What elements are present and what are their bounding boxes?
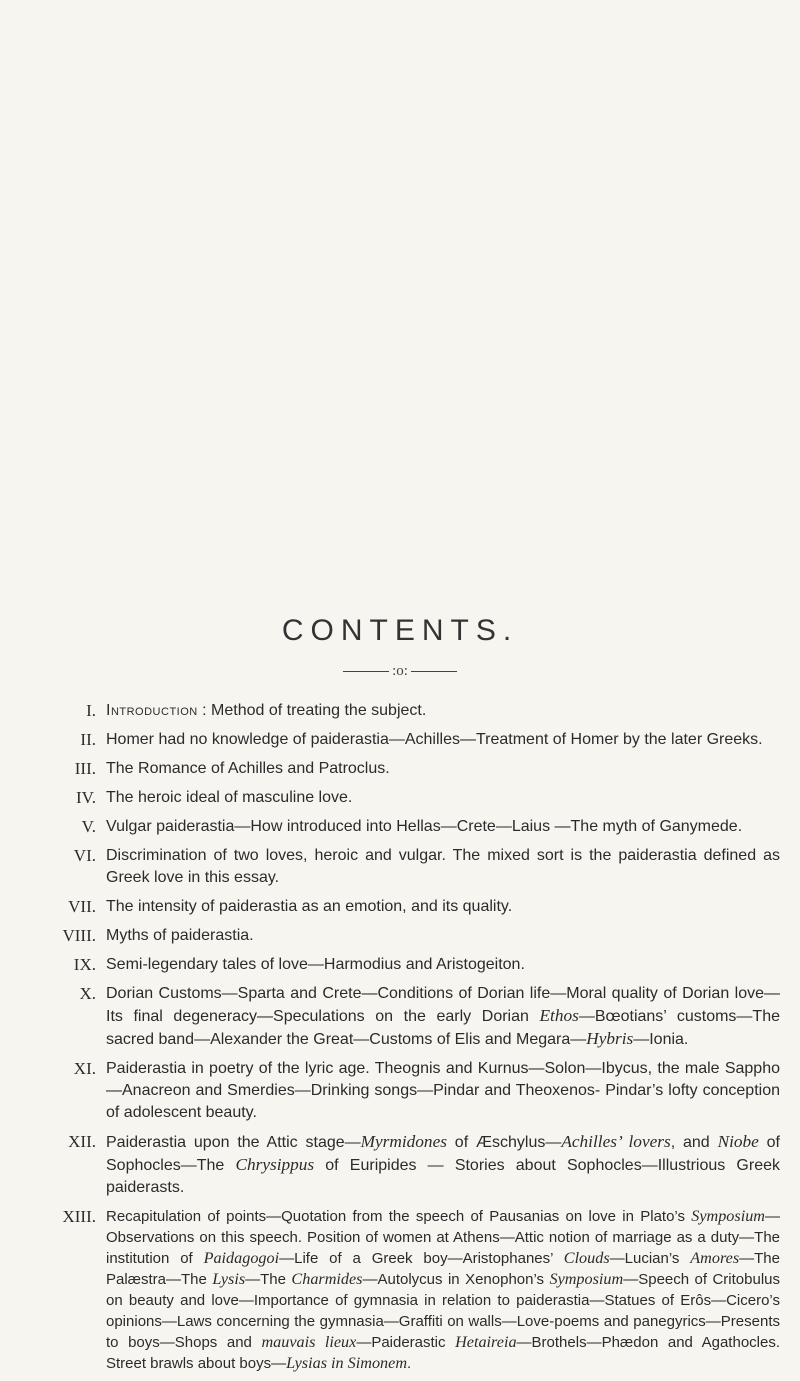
italic-title: Achilles’ lovers <box>561 1132 671 1151</box>
summary-text: Recapitulation of points—Quotation from the speech of Pausanias on love in Plato’s <box>106 1208 692 1225</box>
italic-title: Amores <box>690 1249 740 1267</box>
summary-text: The Romance of Achilles and Patroclus. <box>106 760 390 777</box>
italic-title: Clouds <box>563 1249 610 1267</box>
contents-entry <box>40 1131 780 1199</box>
summary-text: Vulgar paiderastia—How introduced into Hellas—Crete—Laius —The myth of Ganymede. <box>106 818 743 835</box>
summary-text: The heroic ideal of masculine love. <box>106 789 353 806</box>
summary-text: —Paiderastic <box>356 1334 456 1351</box>
contents-entry <box>40 983 780 1051</box>
italic-title: Lysias in Simonem <box>286 1354 408 1372</box>
contents-entry <box>40 896 780 918</box>
summary-text: of Sophocles—The <box>106 1134 781 1174</box>
separator-rule-right <box>411 671 457 672</box>
summary-text: Myths of paiderastia. <box>106 927 254 944</box>
summary-text: —The <box>245 1271 292 1288</box>
chapter-number: IV. <box>76 788 96 807</box>
chapter-number: V. <box>81 817 96 836</box>
separator-rule-left <box>343 671 389 672</box>
chapter-number: II. <box>80 730 96 749</box>
summary-text: Paiderastia upon the Attic stage— <box>106 1134 361 1151</box>
summary-text: —Autolycus in Xenophon’s <box>362 1271 550 1288</box>
italic-title: Charmides <box>291 1270 363 1288</box>
italic-title: Symposium <box>549 1270 624 1288</box>
summary-text: —Speech of Critobulus on beauty and love—Importance of gymnasia in relation to paiderastia—Statues of Erôs—Cicero’s opinions—Laws concerning the gymnasia—Graffiti on walls—Love-poems and panegyrics—Presents to boys—Shops and <box>106 1271 781 1351</box>
chapter-number: XII. <box>68 1132 96 1151</box>
chapter-number: VI. <box>73 846 96 865</box>
title-separator <box>0 663 800 680</box>
italic-title: Lysis <box>212 1270 246 1288</box>
contents-entry <box>40 729 780 751</box>
chapter-summary <box>106 845 780 889</box>
chapter-summary <box>106 700 780 722</box>
chapter-summary <box>106 787 780 809</box>
summary-text: —Lucian’s <box>609 1250 691 1267</box>
italic-title: Symposium <box>691 1207 765 1225</box>
contents-entry <box>40 845 780 889</box>
chapter-number: IX. <box>73 955 96 974</box>
italic-title: Chrysippus <box>235 1155 315 1174</box>
chapter-summary <box>106 1058 780 1124</box>
summary-text: The intensity of paiderastia as an emotion, and its quality. <box>106 898 513 915</box>
contents-entry <box>40 1058 780 1124</box>
contents-entry <box>40 954 780 976</box>
chapter-summary <box>106 816 780 838</box>
summary-text: . <box>407 1355 412 1372</box>
chapter-summary <box>106 925 780 947</box>
summary-text: Semi-legendary tales of love—Harmodius and Aristogeiton. <box>106 956 525 973</box>
contents-entry <box>40 787 780 809</box>
summary-text: —Brothels—Phædon and Agathocles. Street brawls about boys— <box>106 1334 780 1372</box>
summary-text: of Euripides — Stories about Sophocles—Illustrious Greek paiderasts. <box>106 1157 780 1196</box>
summary-text: —Ionia. <box>633 1031 689 1048</box>
contents-entry <box>40 700 780 722</box>
chapter-summary <box>106 729 780 751</box>
chapter-summary <box>106 1131 780 1199</box>
separator-mark: :o: <box>392 663 408 679</box>
italic-title: Hybris <box>586 1029 634 1048</box>
chapter-summary <box>106 758 780 780</box>
summary-text: : Method of treating the subject. <box>197 702 427 719</box>
summary-text: Discrimination of two loves, heroic and vulgar. The mixed sort is the paiderastia defined as Greek love in this essay. <box>106 847 780 886</box>
summary-text: —Life of a Greek boy—Aristophanes’ <box>279 1250 564 1267</box>
summary-text: Introduction <box>106 702 198 719</box>
summary-text: Paiderastia in poetry of the lyric age. Theognis and Kurnus—Solon—Ibycus, the male Sappho—Anacreon and Smerdies—Drinking songs—Pindar and Theoxenos- Pindar’s lofty conception of adolescent beauty. <box>106 1060 780 1121</box>
summary-text: —The Palæstra—The <box>106 1250 780 1288</box>
italic-title: Ethos <box>539 1006 579 1025</box>
chapter-summary <box>106 896 780 918</box>
chapter-number: III. <box>74 759 96 778</box>
chapter-number: VII. <box>68 897 96 916</box>
summary-text: Dorian Customs—Sparta and Crete—Conditions of Dorian life—Moral quality of Dorian love—Its final degeneracy—Speculations on the early Dorian <box>106 985 780 1025</box>
chapter-number: X. <box>79 984 96 1003</box>
page-title: CONTENTS. <box>281 614 519 647</box>
italic-title: mauvais lieux <box>261 1333 357 1351</box>
chapter-number: XIII. <box>62 1207 96 1226</box>
summary-text: of Æschylus— <box>446 1134 562 1151</box>
chapter-number: I. <box>86 701 96 720</box>
contents-entry <box>40 1206 780 1374</box>
summary-text: —Observations on this speech. Position of women at Athens—Attic notion of marriage as a duty—The institution of <box>106 1208 780 1267</box>
summary-text: —Bœotians’ customs—The sacred band—Alexander the Great—Customs of Elis and Megara— <box>106 1008 780 1048</box>
italic-title: Hetaireia <box>455 1333 517 1351</box>
chapter-number: XI. <box>73 1059 96 1078</box>
chapter-number: VIII. <box>62 926 96 945</box>
contents-entry <box>40 925 780 947</box>
summary-text: Homer had no knowledge of paiderastia—Achilles—Treatment of Homer by the later Greeks. <box>106 731 763 748</box>
summary-text: , and <box>670 1134 718 1151</box>
chapter-summary <box>106 983 780 1051</box>
italic-title: Myrmidones <box>360 1132 447 1151</box>
italic-title: Niobe <box>717 1132 759 1151</box>
contents-entry <box>40 816 780 838</box>
contents-list <box>40 700 780 1381</box>
contents-entry <box>40 758 780 780</box>
chapter-summary <box>106 1206 780 1374</box>
chapter-summary <box>106 954 780 976</box>
italic-title: Paidagogoi <box>203 1249 280 1267</box>
